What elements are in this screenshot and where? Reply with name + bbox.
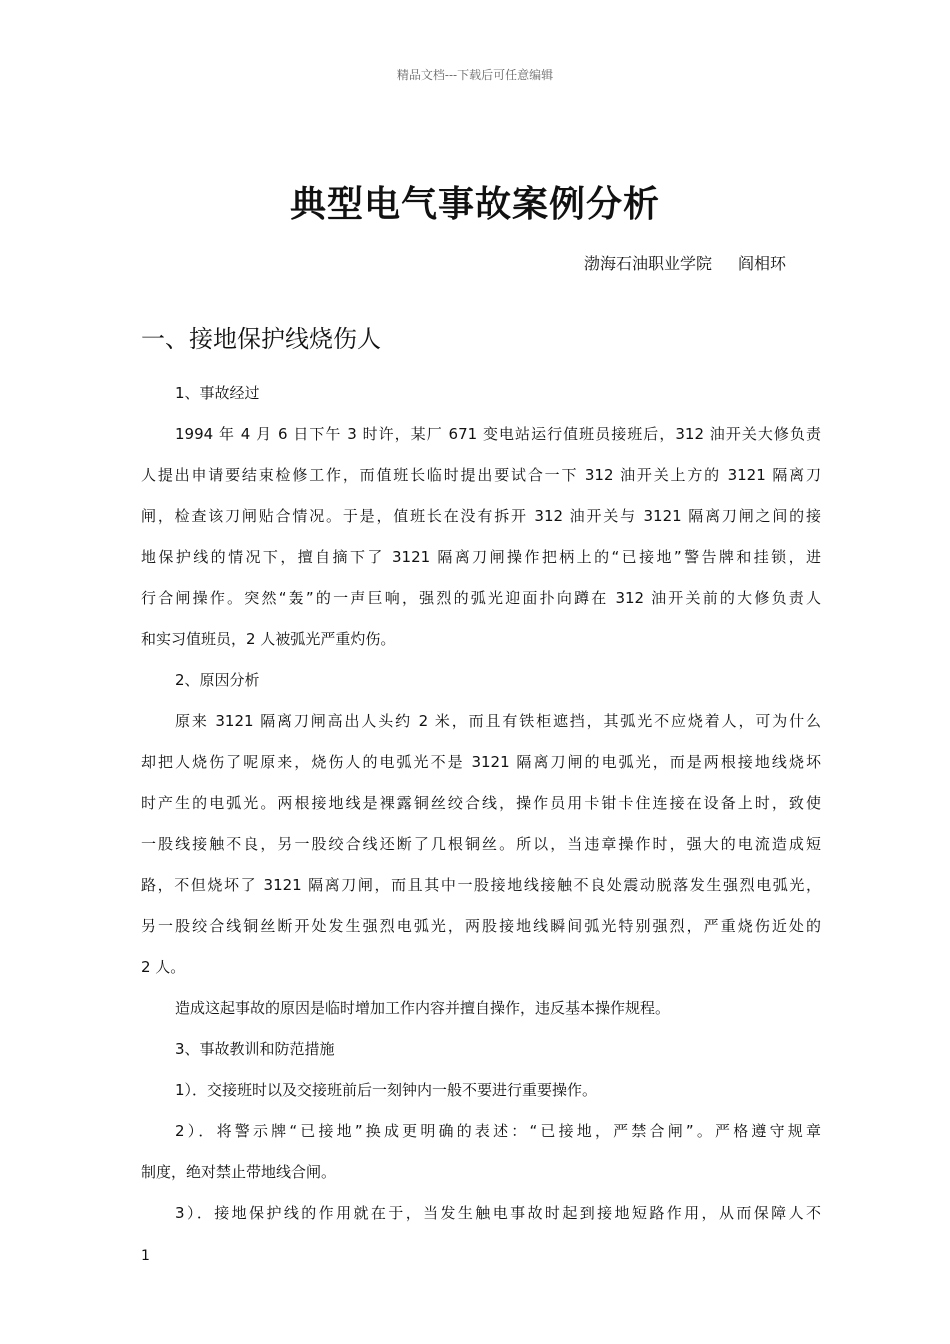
paragraph-line: 2 人。 — [141, 958, 186, 976]
paragraph-line: 原来 3121 隔离刀闸高出人头约 2 米，而且有铁柜遮挡，其弧光不应烧着人，可为什么 — [175, 712, 821, 730]
paragraph-line: 闸，检查该刀闸贴合情况。于是，值班长在没有拆开 312 油开关与 3121 隔离刀闸之间的接 — [141, 507, 821, 525]
author-organization: 渤海石油职业学院 — [584, 254, 713, 273]
list-item: 2）．将警示牌“已接地”换成更明确的表述：“已接地，严禁合闸”。严格遵守规章 — [175, 1122, 821, 1140]
author-name: 阎相环 — [738, 254, 787, 273]
paragraph-line: 1994 年 4 月 6 日下午 3 时许，某厂 671 变电站运行值班员接班后，312 油开关大修负责 — [175, 425, 821, 443]
paragraph-line: 和实习值班员，2 人被弧光严重灼伤。 — [141, 630, 396, 648]
subheading-accident-process: 1、事故经过 — [175, 384, 260, 402]
list-item: 1）．交接班时以及交接班前后一刻钟内一般不要进行重要操作。 — [175, 1081, 598, 1099]
paragraph-line: 制度，绝对禁止带地线合闸。 — [141, 1163, 337, 1181]
header-watermark: 精品文档---下载后可任意编辑 — [396, 68, 554, 82]
paragraph-line: 人提出申请要结束检修工作，而值班长临时提出要试合一下 312 油开关上方的 3121 隔离刀 — [141, 466, 821, 484]
list-item: 3）．接地保护线的作用就在于，当发生触电事故时起到接地短路作用，从而保障人不 — [175, 1204, 821, 1222]
paragraph-line: 时产生的电弧光。两根接地线是裸露铜丝绞合线，操作员用卡钳卡住连接在设备上时，致使 — [141, 794, 821, 812]
paragraph-line: 路，不但烧坏了 3121 隔离刀闸，而且其中一股接地线接触不良处震动脱落发生强烈电弧光， — [141, 876, 821, 894]
paragraph-line: 地保护线的情况下，擅自摘下了 3121 隔离刀闸操作把柄上的“已接地”警告牌和挂锁，进 — [141, 548, 821, 566]
paragraph-line: 造成这起事故的原因是临时增加工作内容并擅自操作，违反基本操作规程。 — [175, 999, 671, 1017]
paragraph-line: 却把人烧伤了呢原来，烧伤人的电弧光不是 3121 隔离刀闸的电弧光，而是两根接地线烧坏 — [141, 753, 821, 771]
subheading-cause-analysis: 2、原因分析 — [175, 671, 260, 689]
paragraph-line: 行合闸操作。突然“轰”的一声巨响，强烈的弧光迎面扑向蹲在 312 油开关前的大修负责人 — [141, 589, 821, 607]
paragraph-line: 另一股绞合线铜丝断开处发生强烈电弧光，两股接地线瞬间弧光特别强烈，严重烧伤近处的 — [141, 917, 821, 935]
body-text — [141, 373, 821, 1234]
paragraph-line: 一股线接触不良，另一股绞合线还断了几根铜丝。所以，当违章操作时，强大的电流造成短 — [141, 835, 821, 853]
author-line — [584, 251, 786, 274]
subheading-lessons-measures: 3、事故教训和防范措施 — [175, 1040, 335, 1058]
section-heading: 一、接地保护线烧伤人 — [141, 325, 381, 353]
document-title: 典型电气事故案例分析 — [289, 184, 660, 225]
page-number: 1 — [141, 1248, 150, 1264]
